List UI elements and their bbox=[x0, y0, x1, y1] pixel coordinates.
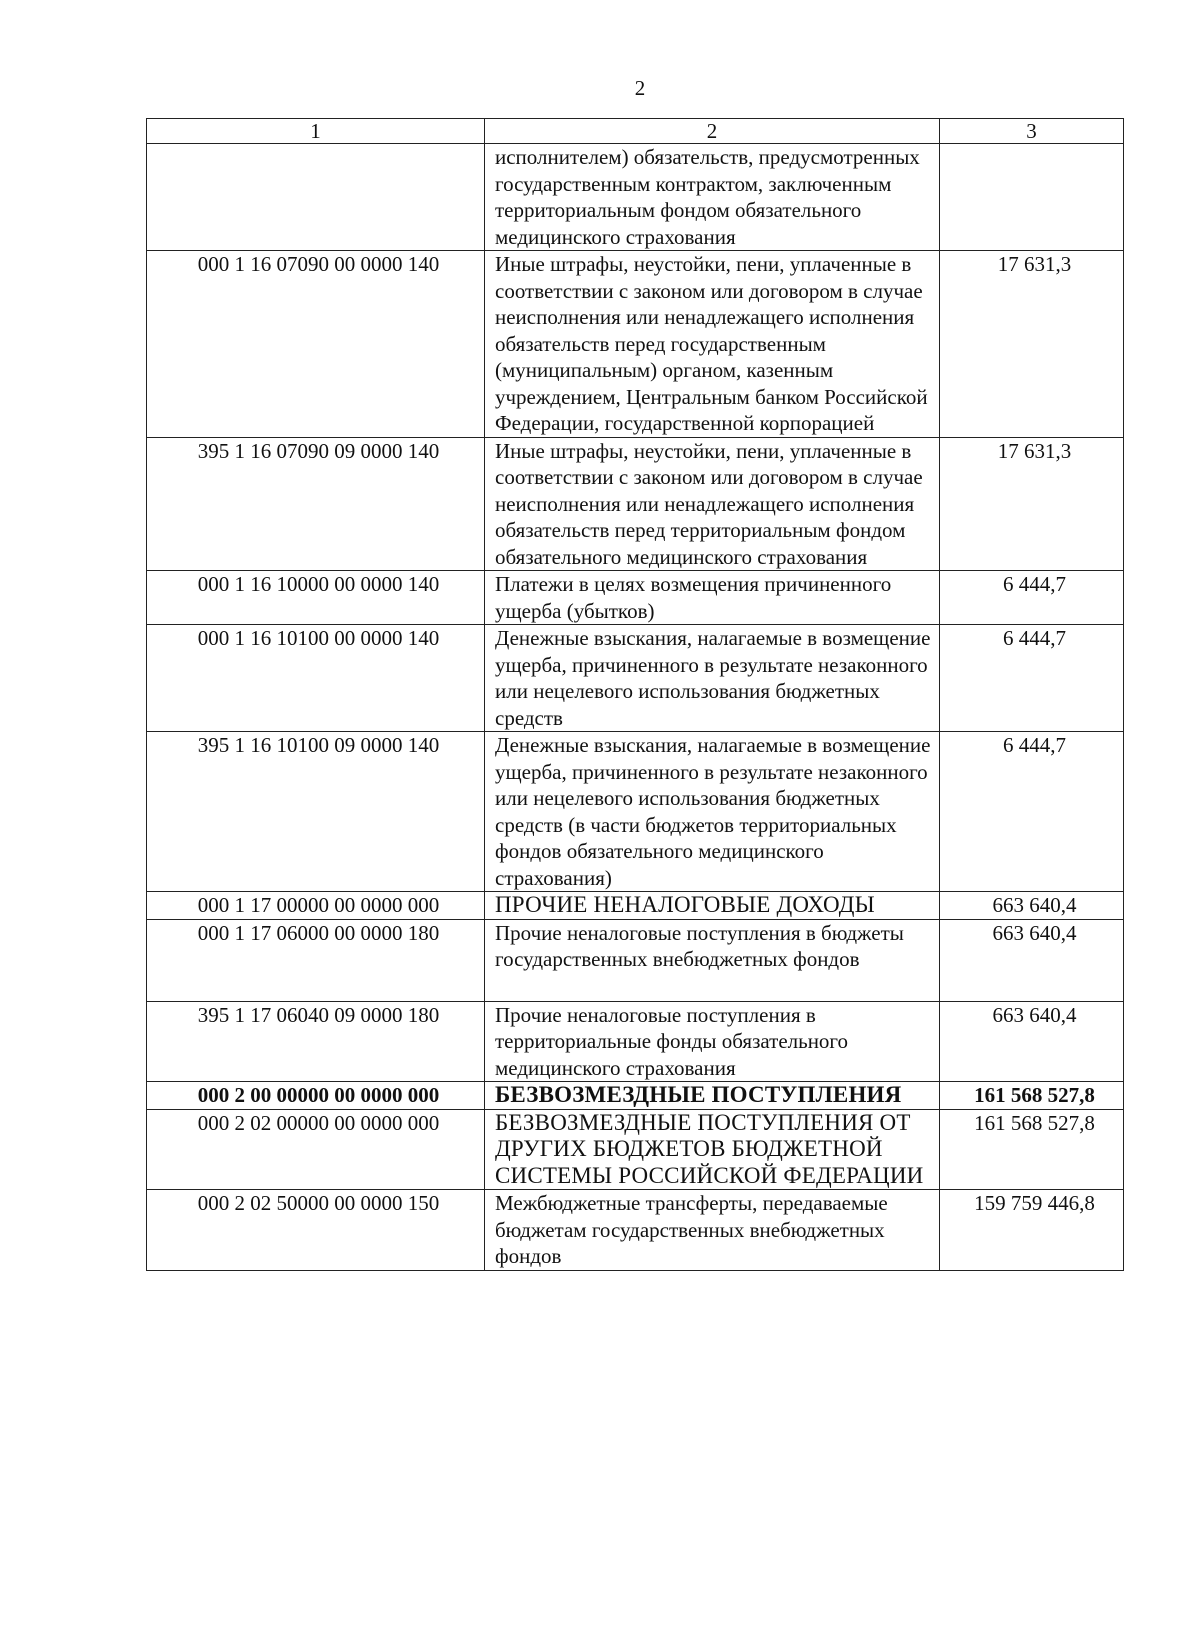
budget-code-cell: 000 2 00 00000 00 0000 000 bbox=[147, 1082, 485, 1110]
revenue-name-cell: БЕЗВОЗМЕЗДНЫЕ ПОСТУПЛЕНИЯ ОТ ДРУГИХ БЮДЖЕТОВ БЮДЖЕТНОЙ СИСТЕМЫ РОССИЙСКОЙ ФЕДЕРАЦИИ bbox=[485, 1109, 940, 1190]
revenue-name-cell: Иные штрафы, неустойки, пени, уплаченные в соответствии с законом или договором в случае неисполнения или ненадлежащего исполнения обязательств перед территориальным фондом обязательного медицинского страхования bbox=[485, 437, 940, 571]
revenue-name-cell: Иные штрафы, неустойки, пени, уплаченные в соответствии с законом или договором в случае неисполнения или ненадлежащего исполнения обязательств перед государственным (муниципальным) органом, казенным учреждением, Центральным банком Российской Федерации, государственной корпорацией bbox=[485, 251, 940, 438]
budget-code-cell: 395 1 16 10100 09 0000 140 bbox=[147, 732, 485, 892]
budget-code-cell bbox=[147, 144, 485, 251]
table-row bbox=[147, 919, 1124, 1001]
amount-cell: 17 631,3 bbox=[940, 437, 1124, 571]
page-number: 2 bbox=[634, 76, 646, 100]
amount-cell: 6 444,7 bbox=[940, 571, 1124, 625]
revenue-name-cell: Денежные взыскания, налагаемые в возмещение ущерба, причиненного в результате незаконного или нецелевого использования бюджетных средств (в части бюджетов территориальных фондов обязательного медицинского страхования) bbox=[485, 732, 940, 892]
revenue-name-cell: Денежные взыскания, налагаемые в возмещение ущерба, причиненного в результате незаконного или нецелевого использования бюджетных средств bbox=[485, 625, 940, 732]
revenue-name-cell: ПРОЧИЕ НЕНАЛОГОВЫЕ ДОХОДЫ bbox=[485, 892, 940, 920]
budget-code-cell: 000 1 16 10000 00 0000 140 bbox=[147, 571, 485, 625]
table-row bbox=[147, 892, 1124, 920]
table-row bbox=[147, 571, 1124, 625]
amount-cell: 161 568 527,8 bbox=[940, 1109, 1124, 1190]
table-row bbox=[147, 1082, 1124, 1110]
revenue-table bbox=[146, 118, 1124, 1271]
budget-code-cell: 000 2 02 50000 00 0000 150 bbox=[147, 1190, 485, 1271]
amount-cell: 159 759 446,8 bbox=[940, 1190, 1124, 1271]
revenue-name-cell: Прочие неналоговые поступления в территориальные фонды обязательного медицинского страхования bbox=[485, 1001, 940, 1082]
table-row bbox=[147, 625, 1124, 732]
table-row bbox=[147, 1001, 1124, 1082]
revenue-name-cell: БЕЗВОЗМЕЗДНЫЕ ПОСТУПЛЕНИЯ bbox=[485, 1082, 940, 1110]
budget-code-cell: 395 1 17 06040 09 0000 180 bbox=[147, 1001, 485, 1082]
table-header-row bbox=[147, 119, 1124, 144]
amount-cell: 161 568 527,8 bbox=[940, 1082, 1124, 1110]
revenue-name-cell: Прочие неналоговые поступления в бюджеты государственных внебюджетных фондов bbox=[485, 919, 940, 1001]
amount-cell: 663 640,4 bbox=[940, 919, 1124, 1001]
column-header-amount: 3 bbox=[940, 119, 1124, 144]
table-row bbox=[147, 1109, 1124, 1190]
table-row bbox=[147, 1190, 1124, 1271]
amount-cell: 17 631,3 bbox=[940, 251, 1124, 438]
table-row bbox=[147, 144, 1124, 251]
amount-cell: 663 640,4 bbox=[940, 892, 1124, 920]
table-row bbox=[147, 251, 1124, 438]
budget-code-cell: 000 1 16 10100 00 0000 140 bbox=[147, 625, 485, 732]
column-header-name: 2 bbox=[485, 119, 940, 144]
amount-cell: 6 444,7 bbox=[940, 625, 1124, 732]
amount-cell: 6 444,7 bbox=[940, 732, 1124, 892]
revenue-name-cell: исполнителем) обязательств, предусмотренных государственным контрактом, заключенным территориальным фондом обязательного медицинского страхования bbox=[485, 144, 940, 251]
revenue-name-cell: Межбюджетные трансферты, передаваемые бюджетам государственных внебюджетных фондов bbox=[485, 1190, 940, 1271]
budget-code-cell: 000 1 16 07090 00 0000 140 bbox=[147, 251, 485, 438]
budget-code-cell: 395 1 16 07090 09 0000 140 bbox=[147, 437, 485, 571]
budget-code-cell: 000 1 17 00000 00 0000 000 bbox=[147, 892, 485, 920]
table-row bbox=[147, 437, 1124, 571]
column-header-code: 1 bbox=[147, 119, 485, 144]
revenue-name-cell: Платежи в целях возмещения причиненного ущерба (убытков) bbox=[485, 571, 940, 625]
budget-code-cell: 000 1 17 06000 00 0000 180 bbox=[147, 919, 485, 1001]
budget-code-cell: 000 2 02 00000 00 0000 000 bbox=[147, 1109, 485, 1190]
table-row bbox=[147, 732, 1124, 892]
amount-cell: 663 640,4 bbox=[940, 1001, 1124, 1082]
amount-cell bbox=[940, 144, 1124, 251]
